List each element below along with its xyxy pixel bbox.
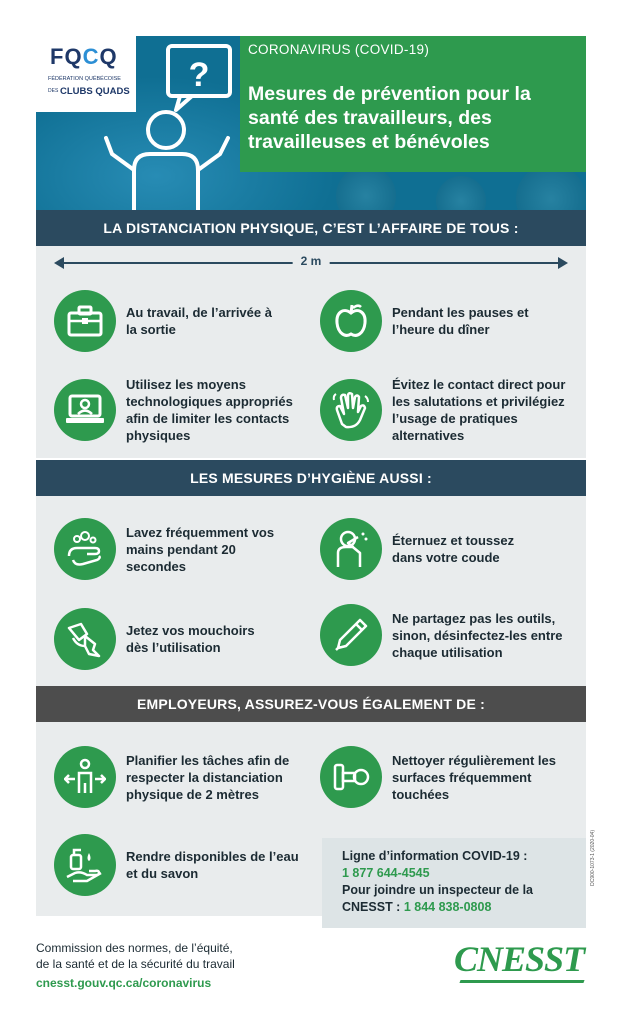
item-text: Utilisez les moyens technologiques appropriés afin de limiter les contacts physiques — [126, 377, 293, 443]
hygiene-panel — [36, 496, 586, 686]
logo-clubs: CLUBS QUADS — [60, 86, 130, 97]
poster — [36, 36, 586, 916]
footer-org-line2: de la santé et de la sécurité du travail — [36, 957, 235, 971]
hero-banner — [36, 36, 586, 210]
item-text: Nettoyer régulièrement les surfaces fréquemment touchées — [392, 752, 557, 802]
kicker: CORONAVIRUS (COVID-19) — [248, 42, 430, 57]
list-item — [320, 746, 582, 808]
footer-link[interactable]: cnesst.gouv.qc.ca/coronavirus — [36, 976, 212, 990]
section-title-employers: EMPLOYEURS, ASSUREZ-VOUS ÉGALEMENT DE : — [36, 686, 586, 722]
distance-person-icon — [54, 746, 116, 808]
svg-text:?: ? — [188, 56, 210, 94]
list-item — [54, 834, 316, 896]
fqcq-logo-mark: FQCQ — [50, 44, 118, 69]
soap-hand-icon — [54, 834, 116, 896]
info-line-label: Ligne d’information COVID-19 : — [342, 849, 528, 863]
list-item — [320, 518, 580, 580]
wave-hand-icon — [320, 379, 382, 441]
logo-des: DES — [48, 88, 59, 94]
contact-info-box — [322, 838, 586, 928]
arrow-right-icon — [558, 257, 568, 269]
page-title: Mesures de prévention pour la santé des travailleurs, des travailleuses et bénévoles — [248, 83, 531, 153]
virus-decoration — [336, 166, 396, 210]
footer-organization — [36, 940, 235, 972]
logo-subtitle: FÉDÉRATION QUÉBÉCOISE — [48, 76, 121, 82]
pen-icon — [320, 604, 382, 666]
sneeze-elbow-icon — [320, 518, 382, 580]
item-text: Rendre disponibles de l’eau et du savon — [126, 849, 299, 881]
item-text: Au travail, de l’arrivée à la sortie — [126, 305, 272, 337]
item-text: Pendant les pauses et l’heure du dîner — [392, 305, 529, 337]
footer-org-line1: Commission des normes, de l’équité, — [36, 941, 233, 955]
employers-panel — [36, 722, 586, 916]
item-text: Planifier les tâches afin de respecter la distanciation physique de 2 mètres — [126, 752, 290, 802]
item-text: Lavez fréquemment vos mains pendant 20 secondes — [126, 524, 275, 574]
list-item — [320, 604, 582, 666]
info-line-number[interactable]: 1 877 644-4545 — [342, 866, 430, 880]
inspector-line — [342, 899, 586, 916]
inspector-label: Pour joindre un inspecteur de la — [342, 883, 534, 897]
cnesst-logo-underline — [459, 980, 584, 983]
video-call-icon — [54, 379, 116, 441]
section-title-distancing: LA DISTANCIATION PHYSIQUE, C’EST L’AFFAIRE DE TOUS : — [36, 210, 586, 246]
distance-indicator — [36, 246, 586, 276]
distancing-panel — [36, 246, 586, 458]
distance-label: 2 m — [293, 254, 330, 268]
title-block — [240, 36, 586, 172]
tissue-icon — [54, 608, 116, 670]
list-item — [54, 746, 316, 808]
list-item — [54, 518, 314, 580]
questioning-person-icon — [104, 42, 244, 210]
section-title-hygiene: LES MESURES D’HYGIÈNE AUSSI : — [36, 460, 586, 496]
door-handle-icon — [320, 746, 382, 808]
inspector-label-cont: CNESST : — [342, 900, 401, 914]
handwash-icon — [54, 518, 116, 580]
briefcase-icon — [54, 290, 116, 352]
list-item — [54, 608, 314, 670]
list-item — [54, 376, 324, 444]
item-text: Évitez le contact direct pour les salutations et privilégiez l’usage de pratiques alternatives — [392, 377, 566, 443]
item-text: Jetez vos mouchoirs dès l’utilisation — [126, 623, 255, 655]
arrow-left-icon — [54, 257, 64, 269]
inspector-number[interactable]: 1 844 838-0808 — [403, 900, 492, 914]
cnesst-logo: CNESST — [454, 939, 585, 979]
document-code: DC900-1073-1 (2020-04) — [590, 830, 596, 886]
item-text: Éternuez et toussez dans votre coude — [392, 533, 515, 565]
virus-decoration — [436, 176, 486, 210]
list-item — [320, 376, 580, 444]
apple-icon — [320, 290, 382, 352]
list-item — [54, 290, 304, 352]
item-text: Ne partagez pas les outils, sinon, désinfectez-les entre chaque utilisation — [392, 610, 563, 660]
list-item — [320, 290, 570, 352]
